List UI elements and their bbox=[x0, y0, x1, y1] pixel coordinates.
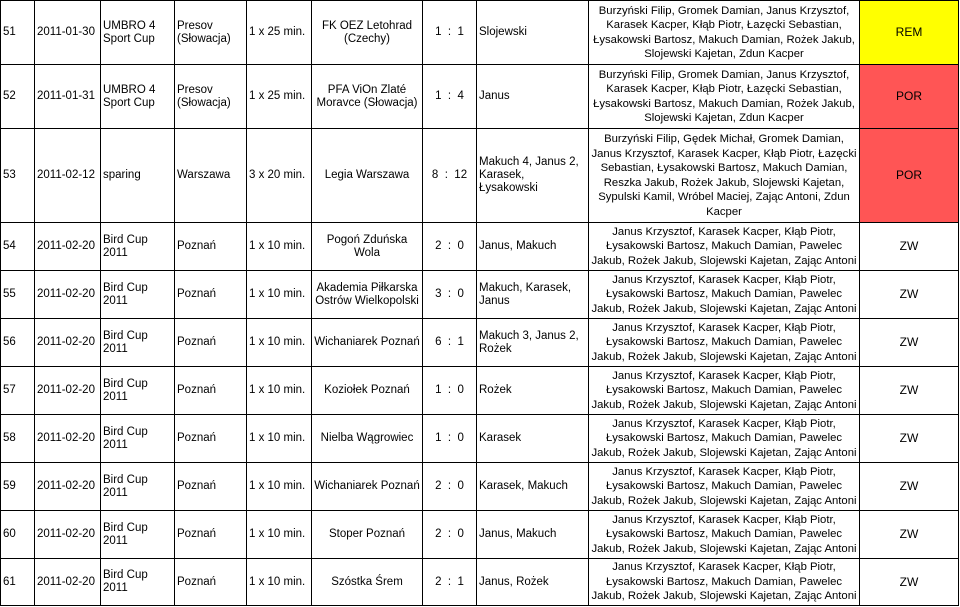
goal-scorers: Janus, Rożek bbox=[477, 559, 589, 606]
opponent-name: FK OEZ Letohrad (Czechy) bbox=[312, 1, 423, 65]
opponent-name: Stoper Poznań bbox=[312, 511, 423, 559]
score-home: 1 bbox=[435, 26, 442, 38]
match-score bbox=[423, 367, 477, 415]
match-duration: 1 x 10 min. bbox=[247, 415, 312, 463]
match-date: 2011-02-20 bbox=[35, 223, 101, 271]
score-away: 1 bbox=[457, 336, 464, 348]
match-score bbox=[423, 1, 477, 65]
result-badge: ZW bbox=[860, 463, 959, 511]
match-date: 2011-02-12 bbox=[35, 129, 101, 223]
table-row bbox=[1, 367, 959, 415]
event-name: Bird Cup 2011 bbox=[101, 271, 175, 319]
match-score bbox=[423, 463, 477, 511]
event-name: Bird Cup 2011 bbox=[101, 367, 175, 415]
score-home: 6 bbox=[435, 336, 442, 348]
score-separator: : bbox=[441, 480, 458, 492]
opponent-name: Nielba Wągrowiec bbox=[312, 415, 423, 463]
match-duration: 3 x 20 min. bbox=[247, 129, 312, 223]
match-date: 2011-02-20 bbox=[35, 463, 101, 511]
score-separator: : bbox=[441, 432, 458, 444]
player-list: Janus Krzysztof, Karasek Kacper, Kłąb Piotr, Łysakowski Bartosz, Makuch Damian, Pawelec Jakub, Rożek Jakub, Slojewski Kajetan, Zając Antoni bbox=[589, 223, 860, 271]
event-name: UMBRO 4 Sport Cup bbox=[101, 1, 175, 65]
matches-table-body bbox=[1, 1, 959, 606]
goal-scorers: Makuch 4, Janus 2, Karasek, Łysakowski bbox=[477, 129, 589, 223]
table-row bbox=[1, 319, 959, 367]
event-name: sparing bbox=[101, 129, 175, 223]
match-number: 54 bbox=[1, 223, 35, 271]
match-place: Poznań bbox=[175, 367, 247, 415]
event-name: Bird Cup 2011 bbox=[101, 319, 175, 367]
table-row bbox=[1, 559, 959, 606]
match-score bbox=[423, 319, 477, 367]
player-list: Janus Krzysztof, Karasek Kacper, Kłąb Piotr, Łysakowski Bartosz, Makuch Damian, Pawelec Jakub, Rożek Jakub, Slojewski Kajetan, Zając Antoni bbox=[589, 415, 860, 463]
match-place: Poznań bbox=[175, 511, 247, 559]
score-home: 1 bbox=[435, 90, 442, 102]
table-row bbox=[1, 65, 959, 129]
match-duration: 1 x 25 min. bbox=[247, 65, 312, 129]
match-duration: 1 x 10 min. bbox=[247, 271, 312, 319]
opponent-name: Akademia Piłkarska Ostrów Wielkopolski bbox=[312, 271, 423, 319]
score-away: 0 bbox=[457, 288, 464, 300]
match-number: 51 bbox=[1, 1, 35, 65]
table-row bbox=[1, 271, 959, 319]
player-list: Burzyński Filip, Gędek Michał, Gromek Damian, Janus Krzysztof, Karasek Kacper, Kłąb Piotr, Łazęcki Sebastian, Łysakowski Bartosz, Makuch Damian, Reszka Jakub, Rożek Jakub, Slojewski Kajetan, Sypulski Kamil, Wróbel Maciej, Zając Antoni, Zdun Kacper bbox=[589, 129, 860, 223]
match-place: Warszawa bbox=[175, 129, 247, 223]
score-separator: : bbox=[441, 288, 458, 300]
result-badge: POR bbox=[860, 65, 959, 129]
opponent-name: Wichaniarek Poznań bbox=[312, 463, 423, 511]
score-separator: : bbox=[441, 240, 458, 252]
match-number: 55 bbox=[1, 271, 35, 319]
match-date: 2011-01-30 bbox=[35, 1, 101, 65]
goal-scorers: Makuch 3, Janus 2, Rożek bbox=[477, 319, 589, 367]
score-separator: : bbox=[441, 90, 458, 102]
player-list: Burzyński Filip, Gromek Damian, Janus Krzysztof, Karasek Kacper, Kłąb Piotr, Łazęcki Sebastian, Łysakowski Bartosz, Makuch Damian, Rożek Jakub, Slojewski Kajetan, Zdun Kacper bbox=[589, 65, 860, 129]
goal-scorers: Janus, Makuch bbox=[477, 223, 589, 271]
player-list: Janus Krzysztof, Karasek Kacper, Kłąb Piotr, Łysakowski Bartosz, Makuch Damian, Pawelec Jakub, Rożek Jakub, Slojewski Kajetan, Zając Antoni bbox=[589, 319, 860, 367]
score-away: 4 bbox=[457, 90, 464, 102]
score-separator: : bbox=[441, 575, 458, 588]
match-duration: 1 x 10 min. bbox=[247, 223, 312, 271]
match-number: 61 bbox=[1, 559, 35, 606]
goal-scorers: Makuch, Karasek, Janus bbox=[477, 271, 589, 319]
match-score bbox=[423, 223, 477, 271]
score-separator: : bbox=[441, 336, 458, 348]
score-away: 0 bbox=[457, 432, 464, 444]
opponent-name: Wichaniarek Poznań bbox=[312, 319, 423, 367]
match-number: 59 bbox=[1, 463, 35, 511]
score-separator: : bbox=[438, 169, 455, 181]
result-badge: ZW bbox=[860, 271, 959, 319]
table-row bbox=[1, 223, 959, 271]
table-row bbox=[1, 511, 959, 559]
table-row bbox=[1, 415, 959, 463]
match-date: 2011-02-20 bbox=[35, 559, 101, 606]
match-place: Presov (Słowacja) bbox=[175, 65, 247, 129]
match-date: 2011-01-31 bbox=[35, 65, 101, 129]
opponent-name: PFA ViOn Zlaté Moravce (Słowacja) bbox=[312, 65, 423, 129]
event-name: Bird Cup 2011 bbox=[101, 223, 175, 271]
table-row bbox=[1, 463, 959, 511]
match-number: 56 bbox=[1, 319, 35, 367]
event-name: UMBRO 4 Sport Cup bbox=[101, 65, 175, 129]
match-number: 52 bbox=[1, 65, 35, 129]
match-number: 60 bbox=[1, 511, 35, 559]
player-list: Janus Krzysztof, Karasek Kacper, Kłąb Piotr, Łysakowski Bartosz, Makuch Damian, Pawelec Jakub, Rożek Jakub, Slojewski Kajetan, Zając Antoni bbox=[589, 463, 860, 511]
player-list: Janus Krzysztof, Karasek Kacper, Kłąb Piotr, Łysakowski Bartosz, Makuch Damian, Pawelec Jakub, Rożek Jakub, Slojewski Kajetan, Zając Antoni bbox=[589, 511, 860, 559]
score-away: 1 bbox=[457, 575, 464, 588]
table-row bbox=[1, 1, 959, 65]
result-badge: ZW bbox=[860, 319, 959, 367]
goal-scorers: Karasek, Makuch bbox=[477, 463, 589, 511]
match-number: 53 bbox=[1, 129, 35, 223]
score-home: 2 bbox=[435, 240, 442, 252]
score-separator: : bbox=[441, 26, 458, 38]
opponent-name: Pogoń Zduńska Wola bbox=[312, 223, 423, 271]
event-name: Bird Cup 2011 bbox=[101, 415, 175, 463]
match-date: 2011-02-20 bbox=[35, 367, 101, 415]
result-badge: ZW bbox=[860, 223, 959, 271]
match-score bbox=[423, 271, 477, 319]
match-score bbox=[423, 129, 477, 223]
result-badge: POR bbox=[860, 129, 959, 223]
goal-scorers: Rożek bbox=[477, 367, 589, 415]
score-home: 2 bbox=[435, 480, 442, 492]
match-duration: 1 x 10 min. bbox=[247, 511, 312, 559]
match-place: Poznań bbox=[175, 271, 247, 319]
score-away: 0 bbox=[457, 384, 464, 396]
match-date: 2011-02-20 bbox=[35, 511, 101, 559]
match-score bbox=[423, 415, 477, 463]
result-badge: ZW bbox=[860, 559, 959, 606]
opponent-name: Legia Warszawa bbox=[312, 129, 423, 223]
result-badge: ZW bbox=[860, 415, 959, 463]
goal-scorers: Janus, Makuch bbox=[477, 511, 589, 559]
match-date: 2011-02-20 bbox=[35, 271, 101, 319]
goal-scorers: Janus bbox=[477, 65, 589, 129]
match-place: Presov (Słowacja) bbox=[175, 1, 247, 65]
score-home: 3 bbox=[435, 288, 442, 300]
match-place: Poznań bbox=[175, 223, 247, 271]
match-duration: 1 x 10 min. bbox=[247, 463, 312, 511]
score-home: 8 bbox=[431, 169, 439, 181]
match-score bbox=[423, 511, 477, 559]
match-place: Poznań bbox=[175, 415, 247, 463]
score-away: 12 bbox=[454, 169, 468, 181]
match-place: Poznań bbox=[175, 463, 247, 511]
match-duration: 1 x 10 min. bbox=[247, 367, 312, 415]
goal-scorers: Slojewski bbox=[477, 1, 589, 65]
match-date: 2011-02-20 bbox=[35, 415, 101, 463]
player-list: Janus Krzysztof, Karasek Kacper, Kłąb Piotr, Łysakowski Bartosz, Makuch Damian, Pawelec Jakub, Rożek Jakub, Slojewski Kajetan, Zając Antoni bbox=[589, 367, 860, 415]
result-badge: ZW bbox=[860, 511, 959, 559]
match-date: 2011-02-20 bbox=[35, 319, 101, 367]
match-duration: 1 x 10 min. bbox=[247, 319, 312, 367]
match-score bbox=[423, 65, 477, 129]
score-away: 0 bbox=[457, 480, 464, 492]
score-away: 1 bbox=[457, 26, 464, 38]
player-list: Janus Krzysztof, Karasek Kacper, Kłąb Piotr, Łysakowski Bartosz, Makuch Damian, Pawelec Jakub, Rożek Jakub, Slojewski Kajetan, Zając Antoni bbox=[589, 271, 860, 319]
match-place: Poznań bbox=[175, 559, 247, 606]
score-home: 2 bbox=[435, 575, 442, 588]
player-list: Janus Krzysztof, Karasek Kacper, Kłąb Piotr, Łysakowski Bartosz, Makuch Damian, Pawelec Jakub, Rożek Jakub, Slojewski Kajetan, Zając Antoni bbox=[589, 559, 860, 606]
score-separator: : bbox=[441, 528, 458, 540]
score-home: 1 bbox=[435, 384, 442, 396]
match-score bbox=[423, 559, 477, 606]
event-name: Bird Cup 2011 bbox=[101, 511, 175, 559]
score-home: 1 bbox=[435, 432, 442, 444]
result-badge: ZW bbox=[860, 367, 959, 415]
match-number: 58 bbox=[1, 415, 35, 463]
match-duration: 1 x 25 min. bbox=[247, 1, 312, 65]
event-name: Bird Cup 2011 bbox=[101, 559, 175, 606]
opponent-name: Szóstka Śrem bbox=[312, 559, 423, 606]
goal-scorers: Karasek bbox=[477, 415, 589, 463]
event-name: Bird Cup 2011 bbox=[101, 463, 175, 511]
table-row bbox=[1, 129, 959, 223]
match-place: Poznań bbox=[175, 319, 247, 367]
player-list: Burzyński Filip, Gromek Damian, Janus Krzysztof, Karasek Kacper, Kłąb Piotr, Łazęcki Sebastian, Łysakowski Bartosz, Makuch Damian, Rożek Jakub, Slojewski Kajetan, Zdun Kacper bbox=[589, 1, 860, 65]
result-badge: REM bbox=[860, 1, 959, 65]
match-duration: 1 x 10 min. bbox=[247, 559, 312, 606]
opponent-name: Koziołek Poznań bbox=[312, 367, 423, 415]
match-number: 57 bbox=[1, 367, 35, 415]
score-away: 0 bbox=[457, 240, 464, 252]
score-separator: : bbox=[441, 384, 458, 396]
score-home: 2 bbox=[435, 528, 442, 540]
score-away: 0 bbox=[457, 528, 464, 540]
